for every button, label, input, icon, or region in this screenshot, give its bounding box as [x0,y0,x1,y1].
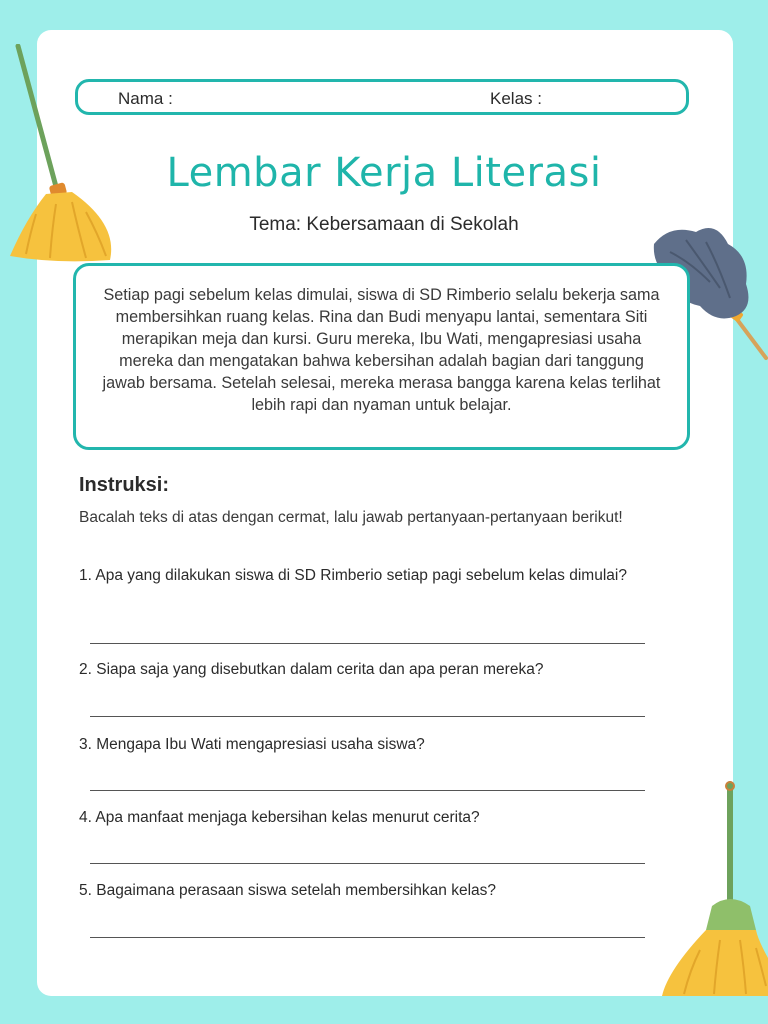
answer-line-3[interactable] [90,790,645,791]
answer-line-1[interactable] [90,643,645,644]
class-label: Kelas : [490,89,542,108]
question-1: 1. Apa yang dilakukan siswa di SD Rimberio setiap pagi sebelum kelas dimulai? [79,567,627,584]
instructions-title: Instruksi: [79,474,170,496]
question-5: 5. Bagaimana perasaan siswa setelah membersihkan kelas? [79,882,497,899]
instructions-text: Bacalah teks di atas dengan cermat, lalu jawab pertanyaan-pertanyaan berikut! [79,509,623,526]
name-label: Nama : [118,89,173,108]
question-4: 4. Apa manfaat menjaga kebersihan kelas menurut cerita? [79,809,480,826]
answer-line-2[interactable] [90,716,645,717]
broom-icon [660,780,768,1000]
answer-line-5[interactable] [90,937,645,938]
page-title: Lembar Kerja Literasi [166,150,602,196]
story-text: Setiap pagi sebelum kelas dimulai, siswa di SD Rimberio selalu bekerja sama membersihkan ruang kelas. Rina dan Budi menyapu lantai, sementara Siti merapikan meja dan kursi. Guru mereka, Ibu Wati, mengapresiasi usaha mereka dan mengatakan bahwa kebersihan adalah bagian dari tanggung jawab bersama. Setelah selesai, mereka merasa bangga karena kelas terlihat lebih rapi dan nyaman untuk belajar. [102,286,661,414]
question-3: 3. Mengapa Ibu Wati mengapresiasi usaha siswa? [79,736,425,753]
answer-line-4[interactable] [90,863,645,864]
question-2: 2. Siapa saja yang disebutkan dalam cerita dan apa peran mereka? [79,661,544,678]
story-box [73,263,690,450]
page-subtitle: Tema: Kebersamaan di Sekolah [249,214,519,235]
name-class-field[interactable] [75,79,689,115]
